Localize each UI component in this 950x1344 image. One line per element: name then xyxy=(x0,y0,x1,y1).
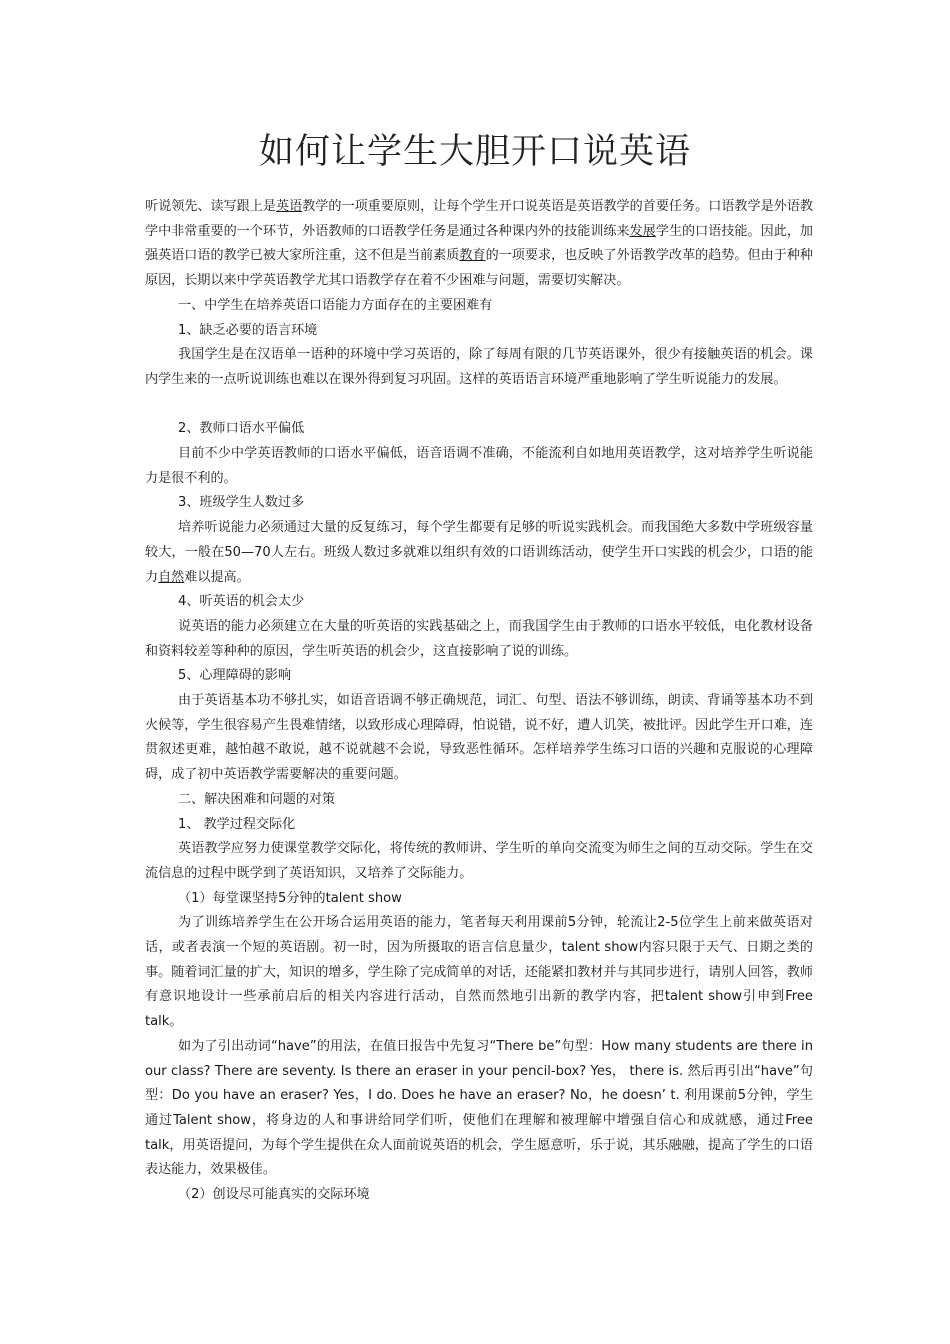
document-title: 如何让学生大胆开口说英语 xyxy=(258,132,691,172)
item3-text-2: 难以提高。 xyxy=(184,569,250,585)
intro-paragraph xyxy=(145,195,813,294)
sub2-heading: （2）创设尽可能真实的交际环境 xyxy=(178,1187,370,1203)
link-jiaoyu[interactable]: 教育 xyxy=(459,248,486,264)
s2-item1-heading: 1、 教学过程交际化 xyxy=(178,816,296,832)
item1-text: 我国学生是在汉语单一语种的环境中学习英语的，除了每周有限的几节英语课外，很少有接触英语的机会。课内学生来的一点听说训练也难以在课外得到复习巩固。这样的英语语言环境严重地影响了学生听说能力的发展。 xyxy=(145,347,813,387)
link-ziran[interactable]: 自然 xyxy=(158,569,185,585)
link-yingyu[interactable]: 英语 xyxy=(275,199,303,214)
s2-item1-text: 英语教学应努力使课堂教学交际化，将传统的教师讲、学生听的单向交流变为师生之间的互动交际。学生在交流信息的过程中既学到了英语知识，又培养了交际能力。 xyxy=(145,841,813,881)
intro-text-3: 学生的口语技能。因此，加强英语口语的教学已被大家所注重，这不但是当前素质 xyxy=(145,223,814,264)
item5-text: 由于英语基本功不够扎实，如语音语调不够正确规范，词汇、句型、语法不够训练，朗读、背诵等基本功不到火候等，学生很容易产生畏难情绪，以致形成心理障碍，怕说错，说不好，遭人讥笑，被批评。因此学生开口难，连贯叙述更难，越怕越不敢说，越不说就越不会说，导致恶性循环。怎样培养学生练习口语的兴趣和克服说的心理障碍，成了初中英语教学需要解决的重要问题。 xyxy=(145,693,813,783)
document-body xyxy=(145,195,813,1208)
item3-text-1: 培养听说能力必须通过大量的反复练习，每个学生都要有足够的听说实践机会。而我国绝大多数中学班级容量较大，一般在50—70人左右。班级人数过多就难以组织有效的口语训练活动，使学生开口实践的机会少，口语的能力 xyxy=(145,520,813,585)
item4-heading: 4、听英语的机会太少 xyxy=(178,594,305,610)
item4-text: 说英语的能力必须建立在大量的听英语的实践基础之上，而我国学生由于教师的口语水平较低，电化教材设备和资料较差等种种的原因，学生听英语的机会少，这直接影响了说的训练。 xyxy=(145,618,813,659)
sub1-text: 为了训练培养学生在公开场合运用英语的能力，笔者每天利用课前5分钟，轮流让2-5位学生上前来做英语对话，或者表演一个短的英语剧。初一时，因为所摄取的语言信息量少，talent show内容只限于天气、日期之类的事。随着词汇量的扩大，知识的增多，学生除了完成简单的对话，还能紧扣教材并与其同步进行，请别人回答，教师有意识地设计一些承前启后的相关内容进行活动，自然而然地引出新的教学内容，把talent show引申到Free talk。 xyxy=(145,915,813,1030)
item1-heading: 1、缺乏必要的语言环境 xyxy=(178,322,318,338)
intro-text-4: 的一项要求，也反映了外语教学改革的趋势。但由于种种原因，长期以来中学英语教学尤其口语教学存在着不少困难与问题，需要切实解决。 xyxy=(145,248,814,289)
item2-text: 目前不少中学英语教师的口语水平偏低，语音语调不准确，不能流利自如地用英语教学，这对培养学生听说能力是很不利的。 xyxy=(145,446,813,486)
item3-paragraph xyxy=(145,516,813,590)
item5-heading: 5、心理障碍的影响 xyxy=(178,668,292,684)
item3-heading: 3、班级学生人数过多 xyxy=(178,495,305,511)
section2-heading: 二、解决困难和问题的对策 xyxy=(178,791,336,807)
link-fazhan[interactable]: 发展 xyxy=(629,223,656,239)
sub1-heading: （1）每堂课坚持5分钟的talent show xyxy=(178,890,402,906)
section1-heading: 一、中学生在培养英语口语能力方面存在的主要困难有 xyxy=(178,297,493,313)
example-text: 如为了引出动词“have”的用法，在值日报告中先复习“There be”句型：How many students are there in our class? There are seventy. Is there an eraser in your pencil-box? Yes， there is. 然后再引出“have”句型：Do you have an eraser? Yes，I do. Does he have an eraser? No，he doesn’ t. 利用课前5分钟，学生通过Talent show，将身边的人和事讲给同学们听，使他们在理解和被理解中增强自信心和成就感，通过Free talk，用英语提问，为每个学生提供在众人面前说英语的机会，学生愿意听，乐于说，其乐融融，提高了学生的口语表达能力，效果极佳。 xyxy=(145,1038,813,1178)
intro-text-1: 听说领先、读写跟上是 xyxy=(145,199,276,214)
blank-line xyxy=(145,393,813,418)
item2-heading: 2、教师口语水平偏低 xyxy=(178,421,305,437)
intro-text-2: 教学的一项重要原则，让每个学生开口说英语是英语教学的首要任务。口语教学是外语教学中非常重要的一个环节，外语教师的口语教学任务是通过各种课内外的技能训练来 xyxy=(145,199,814,239)
